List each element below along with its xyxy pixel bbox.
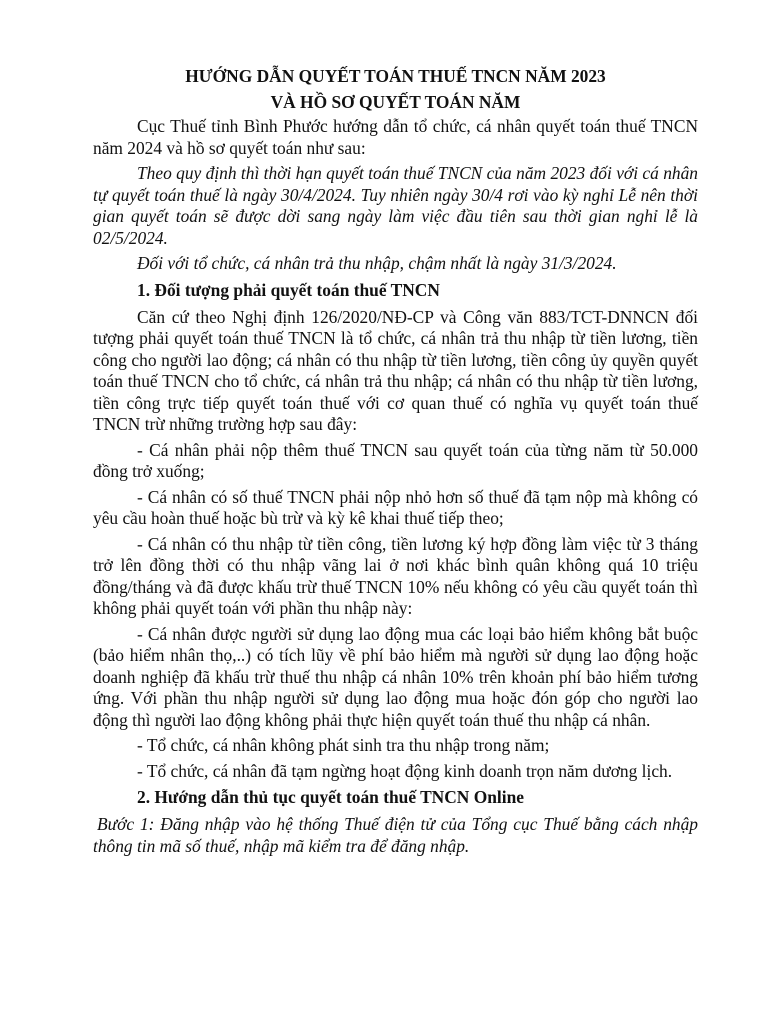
document-title-line1: HƯỚNG DẪN QUYẾT TOÁN THUẾ TNCN NĂM 2023 <box>185 66 606 86</box>
document-body <box>93 63 698 861</box>
exception-item: - Cá nhân có số thuế TNCN phải nộp nhỏ hơn số thuế đã tạm nộp mà không có yêu cầu hoàn thuế hoặc bù trừ và kỳ kê khai thuế tiếp theo; <box>93 486 698 528</box>
deadline-individual-paragraph: Theo quy định thì thời hạn quyết toán thuế TNCN của năm 2023 đối với cá nhân tự quyết toán thuế là ngày 30/4/2024. Tuy nhiên ngày 30/4 rơi vào kỳ nghỉ Lễ nên thời gian quyết toán sẽ được dời sang ngày làm việc đầu tiên sau thời gian nghỉ lễ là 02/5/2024. <box>93 163 698 248</box>
section2-heading: 2. Hướng dẫn thủ tục quyết toán thuế TNCN Online <box>137 787 524 807</box>
step1-paragraph: Bước 1: Đăng nhập vào hệ thống Thuế điện tử của Tổng cục Thuế bằng cách nhập thông tin mã số thuế, nhập mã kiểm tra để đăng nhập. <box>93 814 698 856</box>
exception-item: - Tổ chức, cá nhân đã tạm ngừng hoạt động kinh doanh trọn năm dương lịch. <box>137 760 673 781</box>
section1-heading: 1. Đối tượng phải quyết toán thuế TNCN <box>137 279 440 300</box>
intro-paragraph: Cục Thuế tỉnh Bình Phước hướng dẫn tổ chức, cá nhân quyết toán thuế TNCN năm 2024 và hồ sơ quyết toán như sau: <box>93 116 698 158</box>
exception-item: - Cá nhân có thu nhập từ tiền công, tiền lương ký hợp đồng làm việc từ 3 tháng trở lên đồng thời có thu nhập vãng lai ở nơi khác bình quân không quá 10 triệu đồng/tháng và đã được khấu trừ thuế TNCN 10% nếu không có yêu cầu quyết toán thì không phải quyết toán với phần thu nhập này: <box>93 533 698 618</box>
deadline-organization-paragraph: Đối với tổ chức, cá nhân trả thu nhập, chậm nhất là ngày 31/3/2024. <box>137 253 617 273</box>
exception-item: - Cá nhân được người sử dụng lao động mua các loại bảo hiểm không bắt buộc (bảo hiểm nhân thọ,..) có tích lũy về phí bảo hiểm mà người sử dụng lao động hoặc doanh nghiệp đã khấu trừ thuế thu nhập cá nhân 10% trên khoản phí bảo hiểm tương ứng. Với phần thu nhập người sử dụng lao động mua hoặc đón góp cho người lao động thì người lao động không phải thực hiện quyết toán thuế thu nhập cá nhân. <box>93 623 698 730</box>
section1-body: Căn cứ theo Nghị định 126/2020/NĐ-CP và Công văn 883/TCT-DNNCN đối tượng phải quyết toán thuế TNCN là tổ chức, cá nhân trả thu nhập từ tiền lương, tiền công cho người lao động; cá nhân có thu nhập từ tiền lương, tiền công ủy quyền quyết toán thuế TNCN cho tổ chức, cá nhân trả thu nhập; cá nhân có thu nhập từ tiền lương, tiền công trực tiếp quyết toán thuế với cơ quan thuế có nghĩa vụ quyết toán thuế TNCN trừ những trường hợp sau đây: <box>93 306 698 434</box>
exception-item: - Cá nhân phải nộp thêm thuế TNCN sau quyết toán của từng năm từ 50.000 đồng trở xuống; <box>93 439 698 481</box>
document-title-line2: VÀ HỒ SƠ QUYẾT TOÁN NĂM <box>270 92 521 112</box>
exception-item: - Tổ chức, cá nhân không phát sinh tra thu nhập trong năm; <box>137 735 550 755</box>
